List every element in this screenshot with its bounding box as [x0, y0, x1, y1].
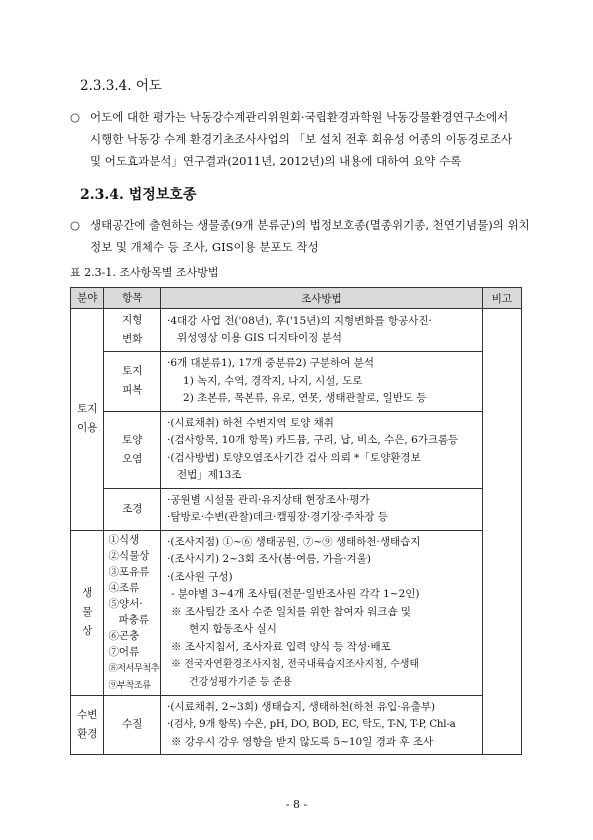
biota-item: ③포유류 [108, 565, 150, 578]
method-terrain-change [161, 309, 483, 352]
item-text: 토양 [122, 433, 143, 446]
method-water-quality [161, 695, 483, 755]
biota-item: ⑧저서무척추 [108, 662, 160, 674]
method-line: 전법」제13조 [177, 469, 242, 481]
biota-item: ⑤양서· [108, 597, 143, 610]
method-line: ※ 전국자연환경조사지침, 전국내륙습지조사지침, 수생태 [171, 659, 420, 671]
area-text: 물 [82, 606, 93, 618]
area-text: 토지 [77, 403, 98, 416]
method-line: 2) 초본류, 목본류, 유로, 연못, 생태관찰로, 일반도 등 [183, 392, 427, 404]
page-number: - 8 - [285, 798, 308, 811]
biota-item: ①식생 [108, 533, 140, 546]
method-land-cover [161, 352, 483, 412]
biota-item: 파충류 [118, 613, 149, 626]
biota-item: ⑨부착조류 [108, 679, 151, 691]
method-line: ※ 강우시 강우 영향을 받지 않도록 5~10일 경과 후 조사 [171, 735, 434, 748]
area-text: 이용 [77, 422, 98, 435]
method-line: ·(시료채취) 하천 수변지역 토양 채취 [167, 416, 334, 429]
table-header-row [71, 288, 522, 309]
biota-item: ⑥곤충 [108, 629, 140, 642]
table-caption: 표 2.3-1. 조사항목별 조사방법 [70, 266, 219, 279]
note-cell [482, 309, 521, 755]
item-soil-contamination [104, 411, 161, 488]
method-line: ※ 조사팀간 조사 수준 일치를 위한 참여자 워크숍 및 [171, 605, 412, 618]
area-text: 상 [82, 625, 93, 637]
area-waterside [71, 695, 104, 755]
item-text: 변화 [122, 333, 143, 345]
paragraph-line: 정보 및 개체수 등 조사, GIS이용 분포도 작성 [90, 240, 319, 254]
header-area: 분야 [71, 288, 104, 309]
item-water-quality [104, 695, 161, 755]
table-row [71, 309, 522, 352]
method-line: 1) 녹지, 수역, 경작지, 나지, 시설, 도로 [183, 374, 363, 387]
biota-item: ⑦어류 [108, 645, 140, 658]
item-terrain-change [104, 309, 161, 352]
method-line: 건강성평가기준 등 준용 [189, 676, 292, 688]
header-method: 조사방법 [161, 288, 483, 309]
item-text: 토지 [122, 365, 143, 378]
header-item: 항목 [104, 288, 161, 309]
bullet-mark: ○ [70, 110, 81, 124]
item-text: 수질 [122, 718, 143, 731]
method-line: ·공원별 시설물 관리·유지상태 현장조사·평가 [167, 493, 370, 506]
section-heading-protected-species: 2.3.4. 법정보호종 [80, 187, 197, 203]
method-line: ·(조사원 구성) [167, 570, 233, 583]
method-soil-contamination [161, 411, 483, 488]
method-line: ·(조사지점) ①~⑥ 생태공원, ⑦~⑨ 생태하천·생태습지 [167, 535, 421, 548]
paragraph-line: 시행한 낙동강 수계 환경기초조사사업의 「보 설치 전후 회유성 어종의 이동경로조사 [90, 132, 513, 146]
item-landscaping [104, 488, 161, 530]
method-line: ·(시료채취, 2~3회) 생태습지, 생태하천(하천 유입·유출부) [167, 700, 436, 713]
table-row [71, 411, 522, 488]
method-line: ·탐방로·수변(관찰)데크·캠핑장·경기장·주차장 등 [167, 511, 388, 523]
biota-item: ④조류 [108, 581, 140, 594]
method-line: ·(검사, 9개 항목) 수온, pH, DO, BOD, EC, 탁도, T-N, T-P, Chl-a [167, 719, 456, 730]
method-biota [161, 530, 483, 695]
item-biota-list [104, 530, 161, 695]
item-text: 조경 [122, 502, 143, 515]
method-line: 위성영상 이용 GIS 디지타이징 분석 [177, 332, 342, 344]
table-row [71, 352, 522, 412]
item-text: 지형 [122, 314, 143, 326]
paragraph-line: 및 어도효과분석」연구결과(2011년, 2012년)의 내용에 대하여 요약 수록 [90, 154, 462, 168]
paragraph-line: 어도에 대한 평가는 낙동강수계관리위원회·국립환경과학원 낙동강물환경연구소에서 [90, 110, 509, 124]
header-note: 비고 [482, 288, 521, 309]
area-land-use [71, 309, 104, 531]
method-line: ·6개 대분류1), 17개 중분류2) 구분하여 분석 [167, 357, 374, 369]
method-line: ·(조사시기) 2~3회 조사(봄·여름, 가을·겨울) [167, 553, 371, 566]
method-line: ·4대강 사업 전('08년), 후('15년)의 지형변화를 항공사진· [167, 314, 432, 327]
method-line: ·(검사항목, 10개 항목) 카드뮴, 구리, 납, 비소, 수은, 6가크롬등 [167, 434, 459, 446]
method-line: - 분야별 3~4개 조사팀(전문·일반조사원 각각 1~2인) [171, 588, 420, 601]
survey-method-table [70, 287, 522, 755]
table-row [71, 695, 522, 755]
method-line: ※ 조사지침서, 조사자료 입력 양식 등 작성·배포 [171, 640, 391, 653]
area-text: 환경 [77, 727, 98, 740]
area-text: 생 [82, 587, 93, 599]
item-land-cover [104, 352, 161, 412]
area-text: 수변 [77, 708, 98, 721]
method-line: 현지 합동조사 실시 [189, 623, 277, 636]
table-row [71, 530, 522, 695]
method-line: ·(검사방법) 토양오염조사기간 검사 의뢰 *「토양환경보 [167, 451, 421, 464]
bullet-mark: ○ [70, 218, 81, 232]
item-text: 피복 [122, 384, 143, 397]
biota-item: ②식물상 [108, 549, 150, 562]
area-biota [71, 530, 104, 695]
method-landscaping [161, 488, 483, 530]
section-heading-fishway: 2.3.3.4. 어도 [80, 78, 162, 94]
item-text: 오염 [122, 452, 143, 465]
paragraph-line: 생태공간에 출현하는 생물종(9개 분류군)의 법정보호종(멸종위기종, 천연기념물)의 위치 [90, 218, 530, 232]
table-row [71, 488, 522, 530]
